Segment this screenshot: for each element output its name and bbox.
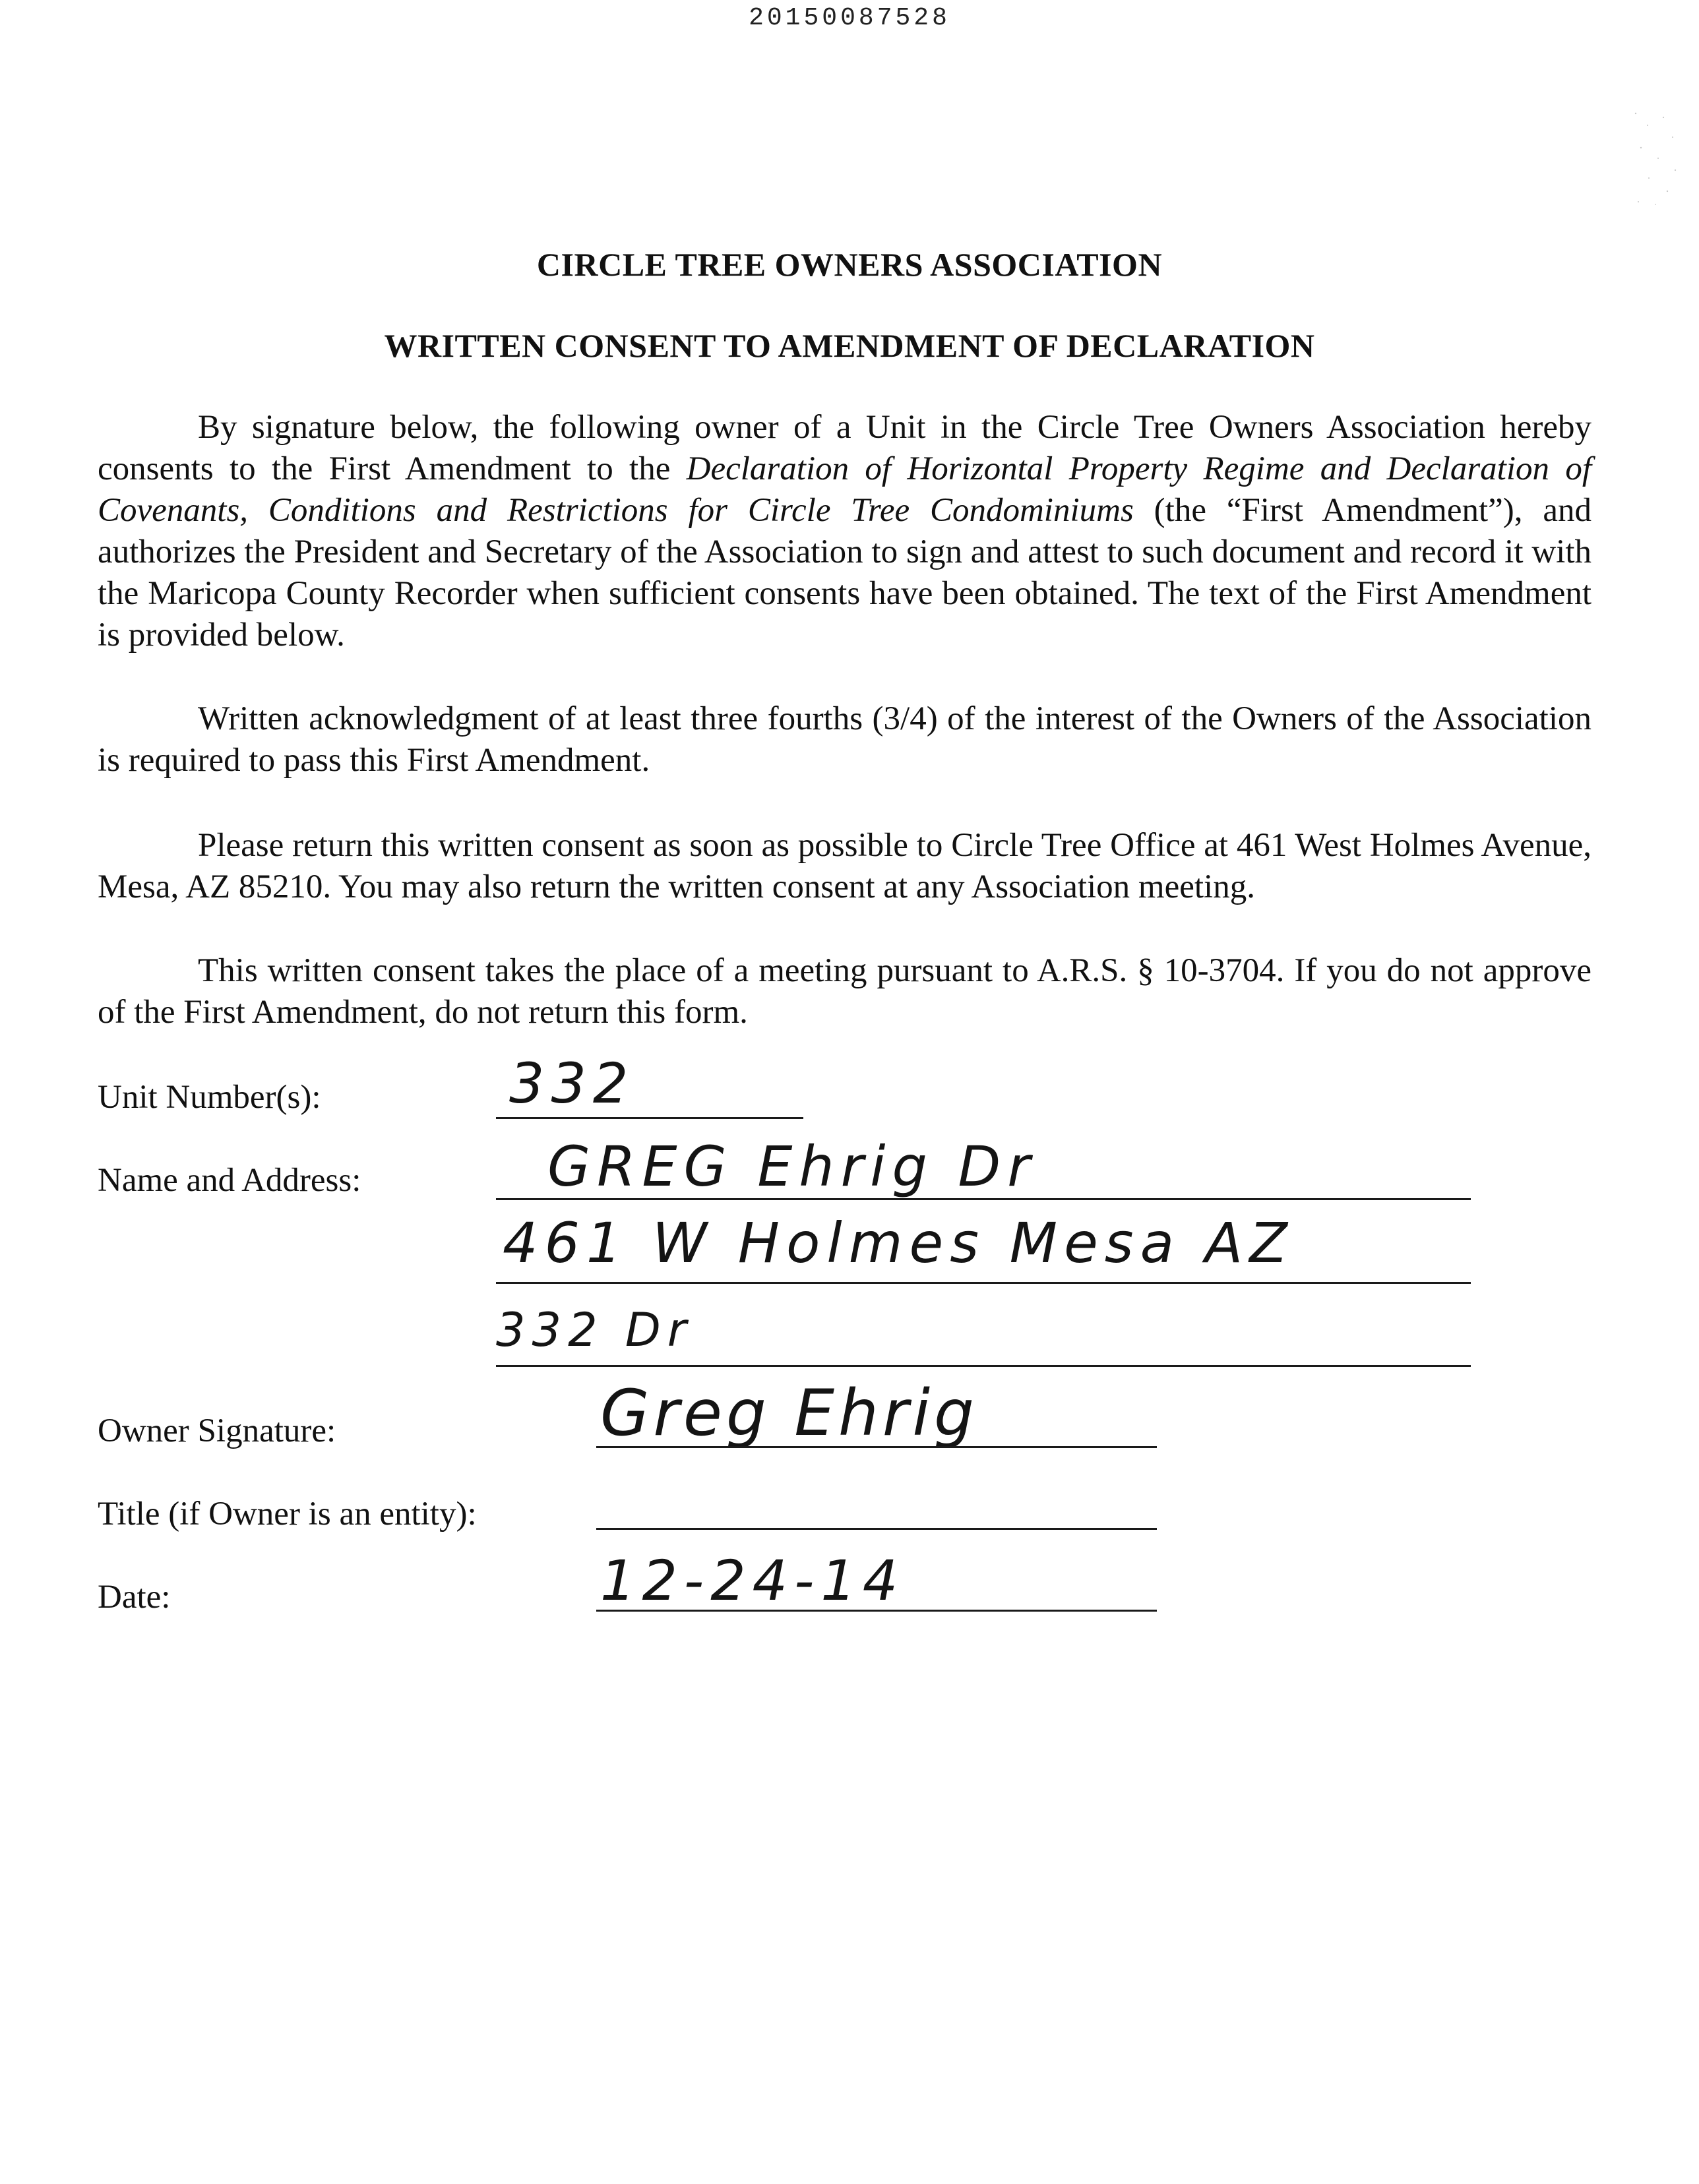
document-number: 20150087528 <box>749 4 950 32</box>
declaration-title: Declaration of Horizontal Property Regime and Declaration of Covenants, Conditions and Restrictions for Circle Tree Condominiums <box>98 450 1591 529</box>
unit-number-value: 332 <box>509 1051 635 1116</box>
consent-title: WRITTEN CONSENT TO AMENDMENT OF DECLARATION <box>384 327 1315 364</box>
meeting-paragraph: This written consent takes the place of a meeting pursuant to A.R.S. § 10-3704. If you do not approve of the First Amendment, do not return this form. <box>98 952 1591 1031</box>
intro-text-start: By signature below, the following owner of a Unit in the Circle Tree Owners Association hereby consents to the First Amendment to the <box>98 409 1591 487</box>
name-rule-3 <box>496 1365 1471 1367</box>
address-line-2: 461 W Holmes Mesa AZ <box>503 1211 1294 1275</box>
date-value: 12-24-14 <box>600 1548 905 1613</box>
signature-line <box>596 1446 1157 1448</box>
owner-signature-label: Owner Signature: <box>98 1412 336 1449</box>
scan-speckle <box>1629 106 1682 211</box>
acknowledgment-paragraph: Written acknowledgment of at least three fourths (3/4) of the interest of the Owners of the Association is required to pass this First Amendment. <box>98 700 1591 779</box>
association-title: CIRCLE TREE OWNERS ASSOCIATION <box>536 246 1163 283</box>
name-rule-2 <box>496 1282 1471 1284</box>
name-line-1: GREG Ehrig Dr <box>547 1134 1037 1199</box>
return-instructions-paragraph: Please return this written consent as soon as possible to Circle Tree Office at 461 West Holmes Avenue, Mesa, AZ 85210. You may also return the written consent at any Association meeting. <box>98 827 1591 905</box>
date-label: Date: <box>98 1579 171 1616</box>
intro-paragraph <box>98 407 1591 656</box>
name-rule-1 <box>496 1198 1471 1200</box>
name-address-label: Name and Address: <box>98 1162 361 1199</box>
title-line <box>596 1528 1157 1530</box>
owner-title-label: Title (if Owner is an entity): <box>98 1496 477 1532</box>
unit-number-line <box>496 1117 803 1119</box>
date-line <box>596 1610 1157 1612</box>
address-line-3: 332 Dr <box>496 1303 693 1357</box>
intro-text-end: (the “First Amendment”), and authorizes the President and Secretary of the Association to sign and attest to such document and record it with the Maricopa County Recorder when sufficient consents have been obtained. The text of the First Amendment is provided below. <box>98 492 1592 653</box>
unit-number-label: Unit Number(s): <box>98 1079 321 1116</box>
owner-signature: Greg Ehrig <box>600 1376 978 1450</box>
